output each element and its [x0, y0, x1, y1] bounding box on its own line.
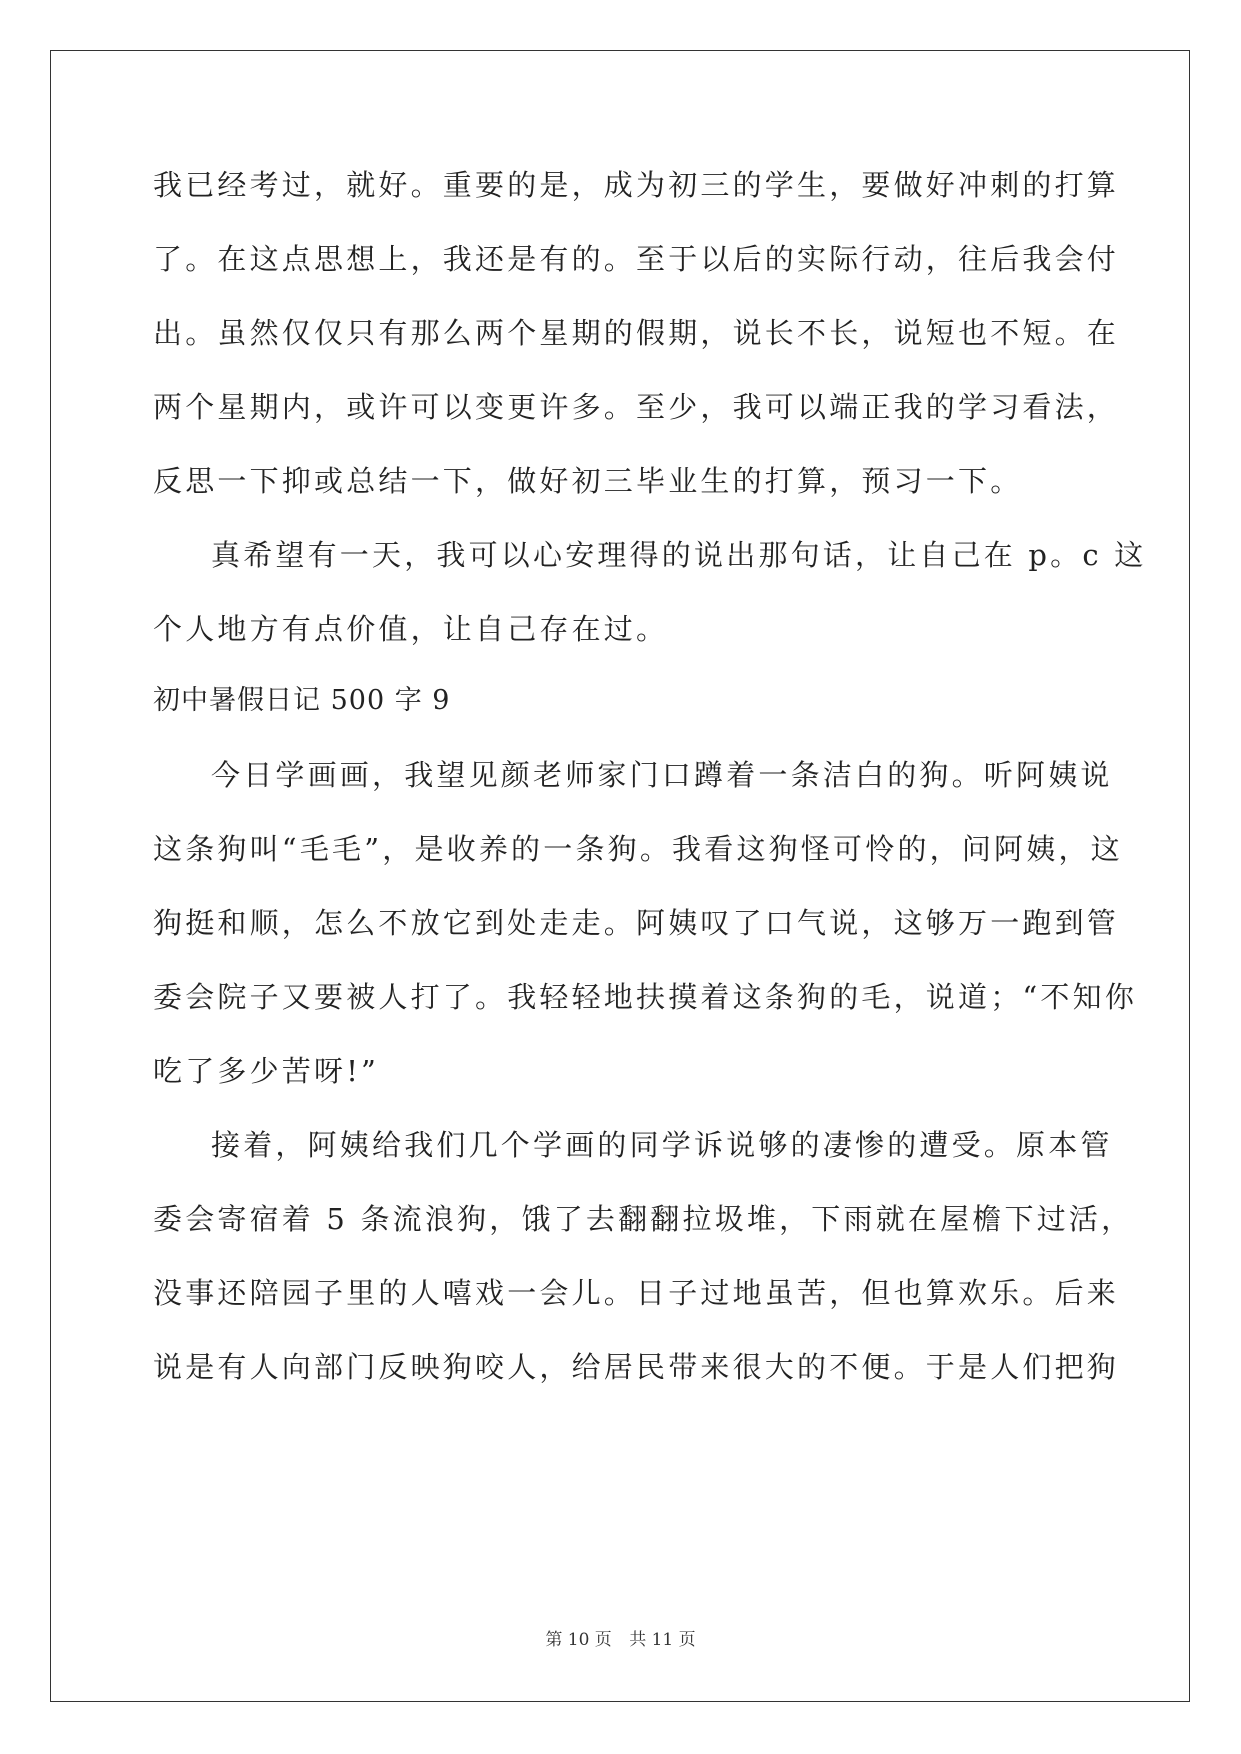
paragraph-line: 吃了多少苦呀!”	[153, 1054, 380, 1088]
paragraph-line: 没事还陪园子里的人嘻戏一会儿。日子过地虽苦，但也算欢乐。后来	[153, 1276, 1120, 1310]
paragraph-line: 个人地方有点价值，让自己存在过。	[153, 612, 669, 646]
page-number-total: 共 11 页	[629, 1630, 696, 1650]
paragraph-line: 委会院子又要被人打了。我轻轻地扶摸着这条狗的毛，说道；“不知你	[153, 980, 1138, 1014]
paragraph-line: 今日学画画，我望见颜老师家门口蹲着一条洁白的狗。听阿姨说	[211, 758, 1113, 792]
paragraph-line: 出。虽然仅仅只有那么两个星期的假期，说长不长，说短也不短。在	[153, 316, 1120, 350]
page-number-current: 第 10 页	[545, 1630, 612, 1650]
paragraph-line: 狗挺和顺，怎么不放它到处走走。阿姨叹了口气说，这够万一跑到管	[153, 906, 1120, 940]
paragraph-line: 这条狗叫“毛毛”，是收养的一条狗。我看这狗怪可怜的，问阿姨，这	[153, 832, 1123, 866]
page-border	[50, 50, 1190, 1702]
paragraph-line: 反思一下抑或总结一下，做好初三毕业生的打算，预习一下。	[153, 464, 1023, 498]
paragraph-line: 接着，阿姨给我们几个学画的同学诉说够的凄惨的遭受。原本管	[211, 1128, 1113, 1162]
paragraph-line: 我已经考过，就好。重要的是，成为初三的学生，要做好冲刺的打算	[153, 168, 1120, 202]
page-footer	[0, 1628, 1241, 1652]
paragraph-line: 两个星期内，或许可以变更许多。至少，我可以端正我的学习看法，	[153, 390, 1120, 424]
section-heading: 初中暑假日记 500 字 9	[153, 685, 451, 716]
paragraph-line: 委会寄宿着 5 条流浪狗，饿了去翻翻拉圾堆，下雨就在屋檐下过活，	[153, 1202, 1134, 1236]
paragraph-line: 说是有人向部门反映狗咬人，给居民带来很大的不便。于是人们把狗	[153, 1350, 1120, 1384]
paragraph-line: 了。在这点思想上，我还是有的。至于以后的实际行动，往后我会付	[153, 242, 1120, 276]
paragraph-line: 真希望有一天，我可以心安理得的说出那句话，让自己在 p。c 这	[211, 538, 1147, 572]
